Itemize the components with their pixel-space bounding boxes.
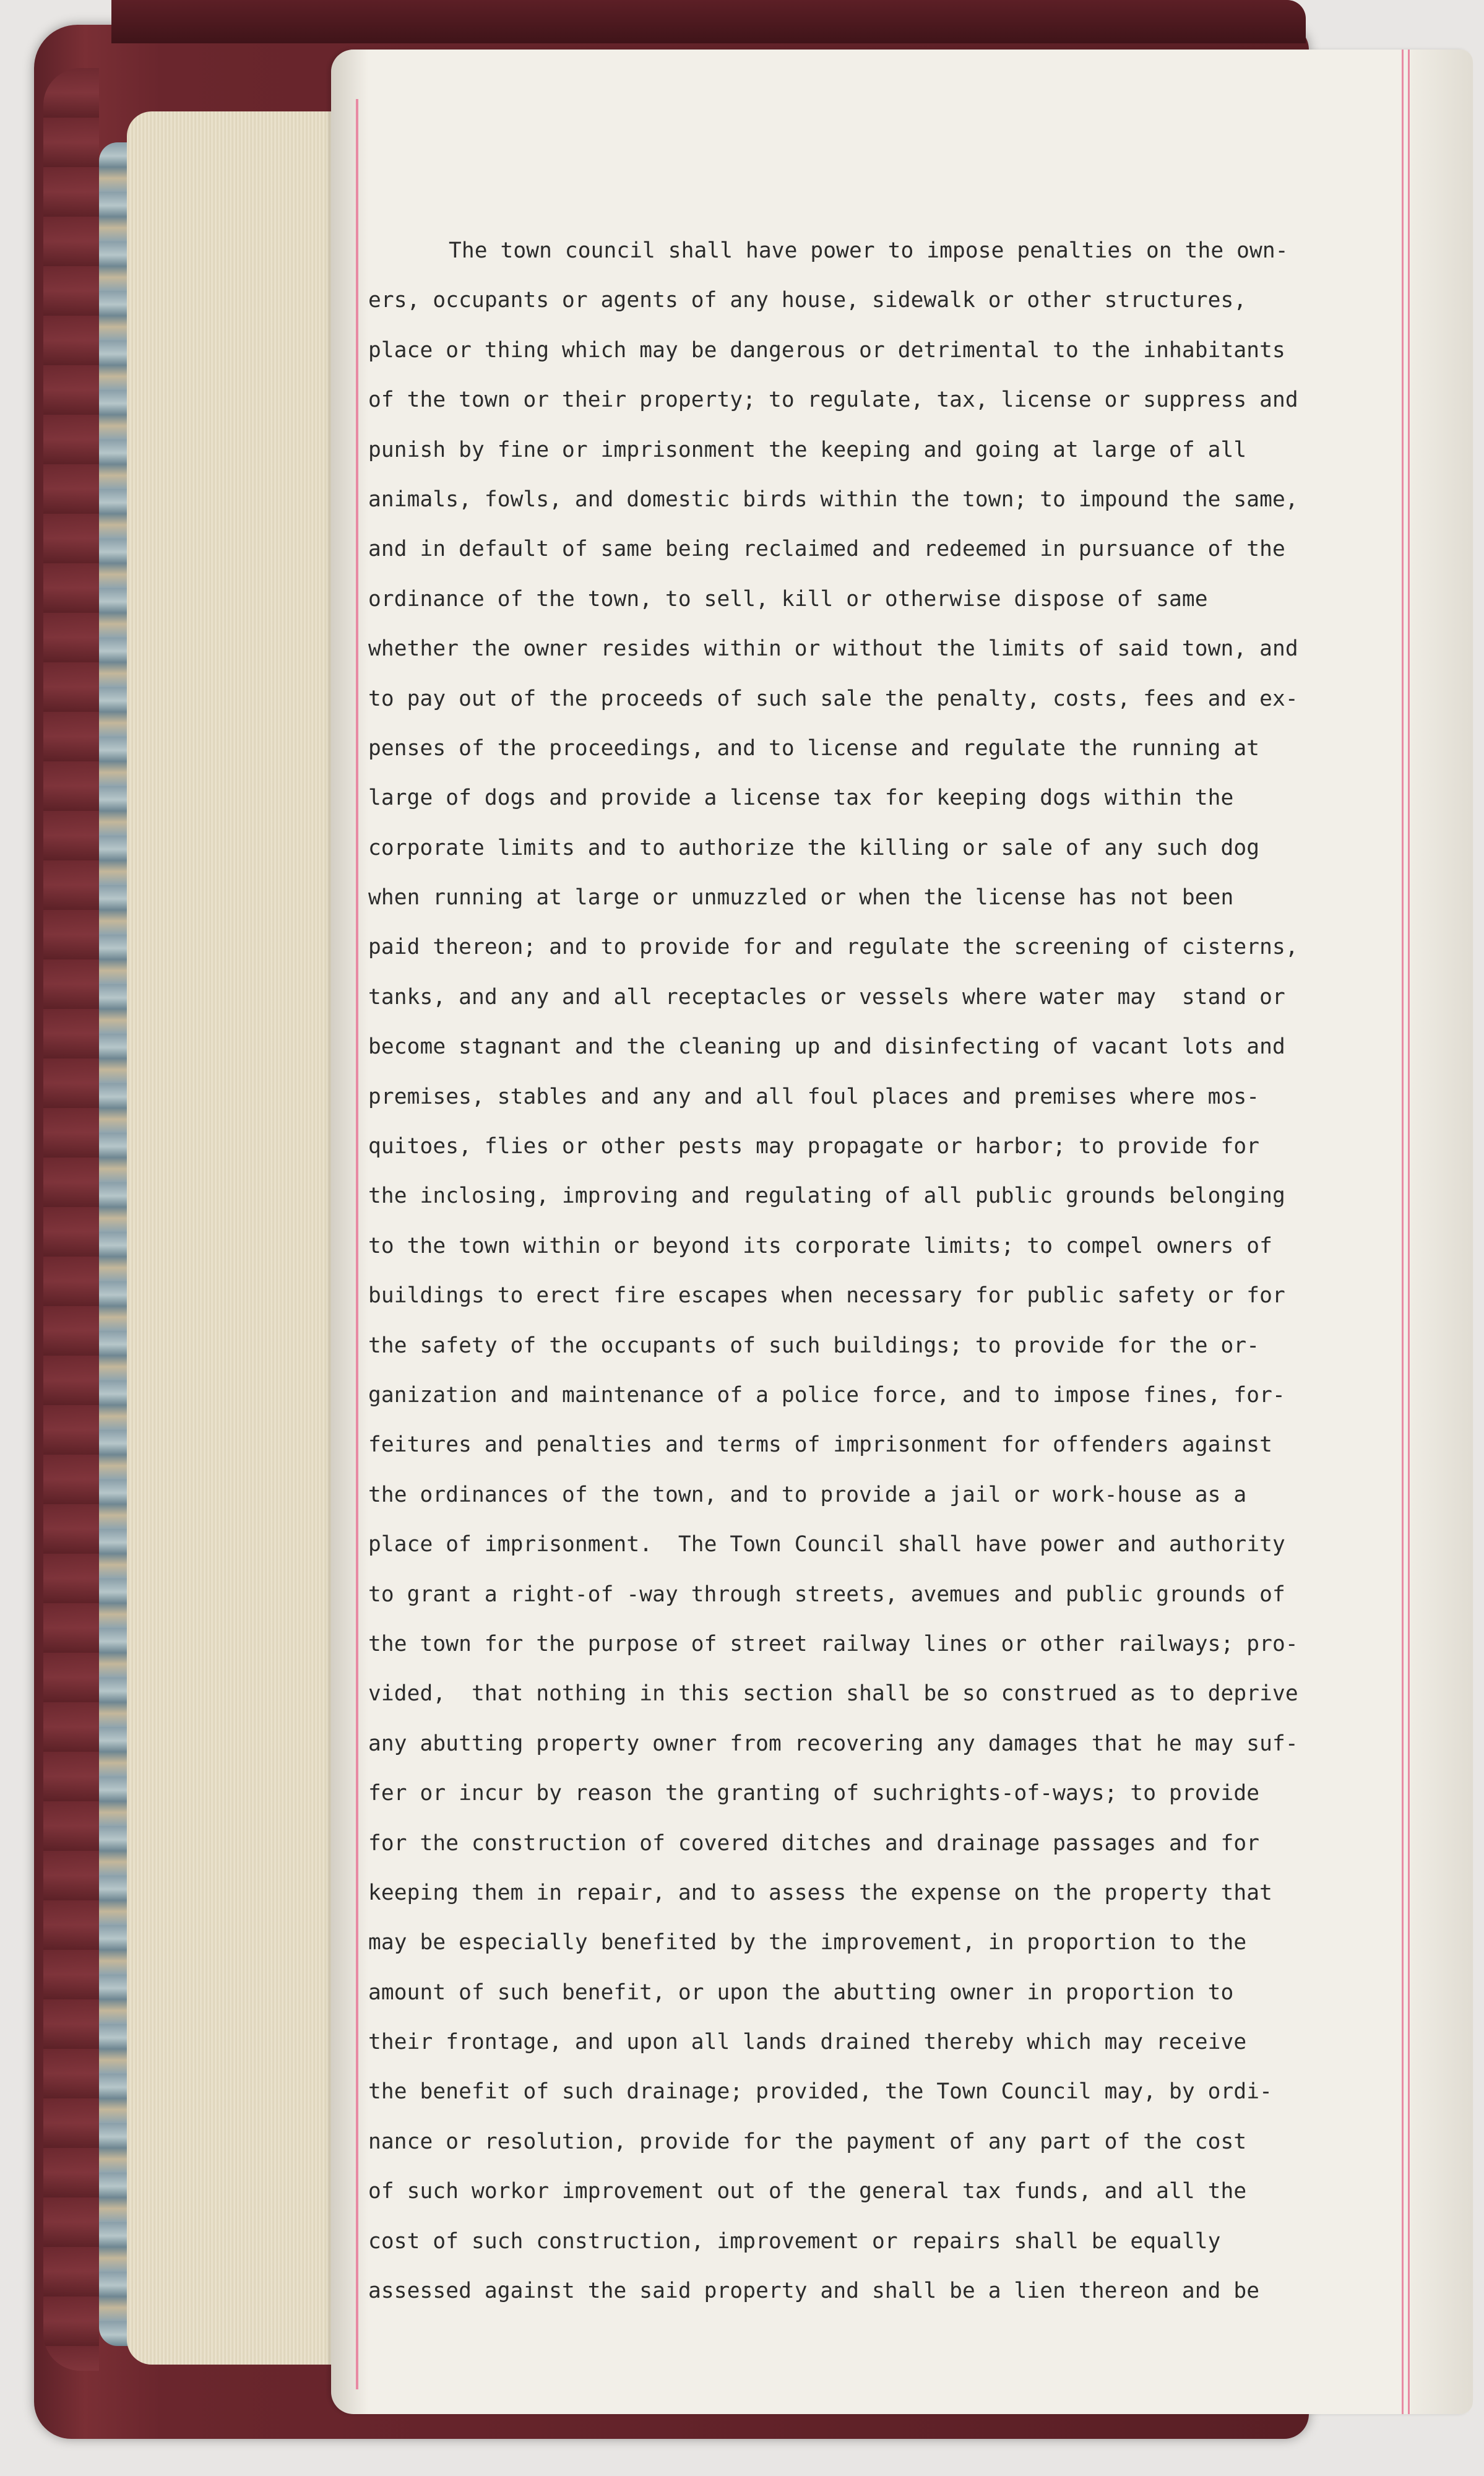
text-line: the inclosing, improving and regulating of all public grounds belonging: [368, 1184, 1285, 1209]
book-cover-top-edge: [111, 0, 1306, 43]
text-line: ordinance of the town, to sell, kill or otherwise dispose of same: [368, 586, 1208, 612]
text-line: nance or resolution, provide for the payment of any part of the cost: [368, 2129, 1247, 2154]
text-line: to the town within or beyond its corporate limits; to compel owners of: [368, 1233, 1272, 1258]
text-line: place of imprisonment. The Town Council shall have power and authority: [368, 1532, 1285, 1557]
text-line: paid thereon; and to provide for and regulate the screening of cisterns,: [368, 935, 1298, 960]
text-line: for the construction of covered ditches and drainage passages and for: [368, 1830, 1260, 1856]
text-line: the town for the purpose of street railway lines or other railways; pro-: [368, 1631, 1298, 1656]
text-line: ers, occupants or agents of any house, sidewalk or other structures,: [368, 288, 1247, 313]
text-line: may be especially benefited by the improvement, in proportion to the: [368, 1930, 1247, 1955]
text-line: punish by fine or imprisonment the keeping and going at large of all: [368, 437, 1247, 462]
page-right-edge: [1411, 50, 1473, 2414]
text-line: the ordinances of the town, and to provide a jail or work-house as a: [368, 1482, 1247, 1507]
text-line: of the town or their property; to regulate, tax, license or suppress and: [368, 387, 1298, 413]
text-line: to pay out of the proceeds of such sale the penalty, costs, fees and ex-: [368, 686, 1298, 711]
text-line: assessed against the said property and shall be a lien thereon and be: [368, 2279, 1260, 2304]
text-line: fer or incur by reason the granting of suchrights-of-ways; to provide: [368, 1781, 1260, 1806]
right-margin-rule-outer: [1408, 50, 1410, 2414]
text-line: amount of such benefit, or upon the abutting owner in proportion to: [368, 1980, 1234, 2005]
text-line: whether the owner resides within or without the limits of said town, and: [368, 636, 1298, 662]
text-line: the benefit of such drainage; provided, the Town Council may, by ordi-: [368, 2079, 1272, 2105]
text-line: place or thing which may be dangerous or detrimental to the inhabitants: [368, 337, 1285, 363]
text-line: feitures and penalties and terms of imprisonment for offenders against: [368, 1432, 1272, 1458]
text-line: become stagnant and the cleaning up and disinfecting of vacant lots and: [368, 1034, 1285, 1060]
left-margin-rule: [356, 99, 358, 2389]
text-line: animals, fowls, and domestic birds within the town; to impound the same,: [368, 487, 1298, 512]
text-line: cost of such construction, improvement or repairs shall be equally: [368, 2228, 1221, 2254]
text-line: penses of the proceedings, and to license and regulate the running at: [368, 735, 1260, 761]
text-line: keeping them in repair, and to assess the expense on the property that: [368, 1880, 1272, 1905]
text-line: premises, stables and any and all foul places and premises where mos-: [368, 1084, 1260, 1109]
typed-text-block: [368, 226, 1408, 2316]
text-line: ganization and maintenance of a police force, and to impose fines, for-: [368, 1382, 1285, 1408]
stacked-page-edges: [127, 111, 337, 2365]
text-line: when running at large or unmuzzled or when the license has not been: [368, 885, 1234, 911]
text-line: quitoes, flies or other pests may propagate or harbor; to provide for: [368, 1134, 1260, 1159]
text-line: The town council shall have power to impose penalties on the own-: [449, 238, 1288, 263]
text-line: and in default of same being reclaimed and redeemed in pursuance of the: [368, 537, 1285, 562]
page-gutter-shadow: [331, 50, 368, 2414]
text-line: of such workor improvement out of the general tax funds, and all the: [368, 2179, 1247, 2204]
text-line: vided, that nothing in this section shall be so construed as to deprive: [368, 1681, 1298, 1707]
text-line: the safety of the occupants of such buildings; to provide for the or-: [368, 1333, 1260, 1358]
text-line: any abutting property owner from recovering any damages that he may suf-: [368, 1731, 1298, 1756]
ledger-page: [331, 50, 1473, 2414]
text-line: to grant a right-of -way through streets, avemues and public grounds of: [368, 1582, 1285, 1607]
text-line: their frontage, and upon all lands drained thereby which may receive: [368, 2030, 1247, 2055]
book-spine-ridge: [43, 68, 99, 2371]
text-line: buildings to erect fire escapes when necessary for public safety or for: [368, 1283, 1285, 1309]
text-line: large of dogs and provide a license tax for keeping dogs within the: [368, 786, 1234, 811]
text-line: corporate limits and to authorize the killing or sale of any such dog: [368, 835, 1260, 860]
text-line: tanks, and any and all receptacles or vessels where water may stand or: [368, 984, 1285, 1010]
